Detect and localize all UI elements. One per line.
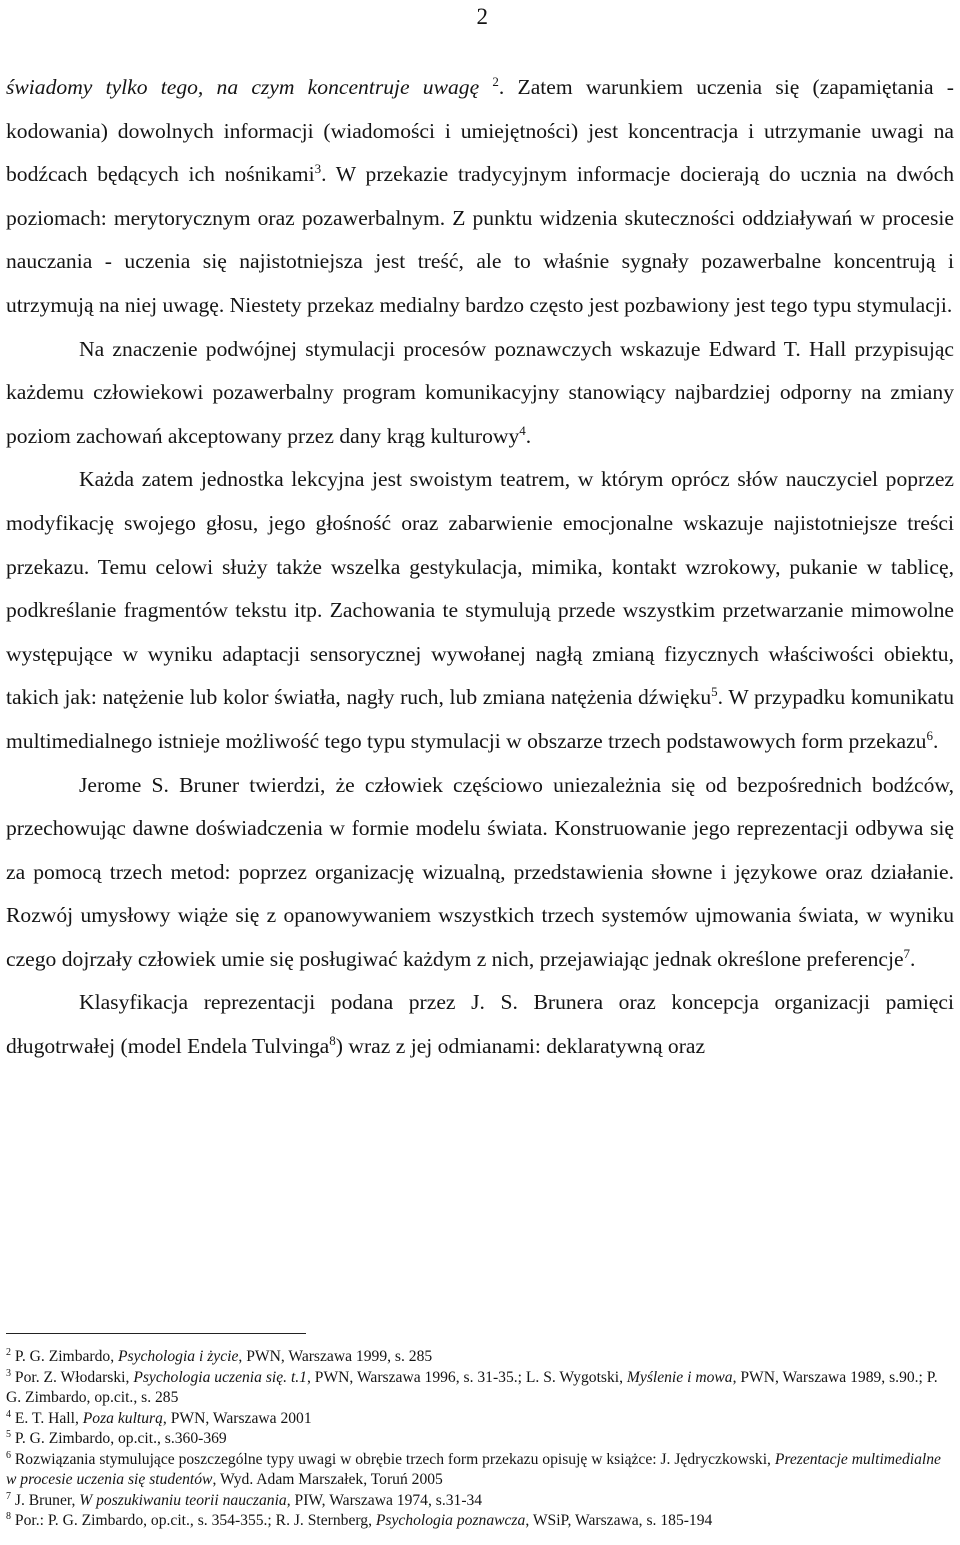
- footnote-text: J. Bruner,: [14, 1491, 80, 1509]
- paragraph-1-text-a: . Zatem warunkiem uczenia się (zapamiętania - kodowania) dowolnych informacji (wiadomości i umiejętności) jest koncentracja i utrzymanie uwagi na bodźcach będących ich nośnikami: [6, 75, 955, 187]
- footnote-ref-3: 3: [314, 161, 322, 176]
- footnote-ref-7: 7: [903, 945, 911, 961]
- footnote-title: Myślenie i mowa: [626, 1368, 733, 1386]
- footnote-5: [6, 1429, 954, 1450]
- footnote-text: , WSiP, Warszawa, s. 185-194: [525, 1512, 713, 1529]
- paragraph-1-text-b: . W przekazie tradycyjnym informacje docierają do ucznia na dwóch poziomach: merytorycznym oraz pozawerbalnym. Z punktu widzenia skuteczności oddziaływań w procesie nauczania - uczenia się najistotniejsza jest treść, ale to właśnie sygnały pozawerbalne koncentrują i utrzymują na niej uwagę. Niestety przekaz medialny bardzo często jest pozbawiony jest tego typu stymulacji.: [6, 162, 954, 317]
- footnote-number: 7: [6, 1490, 11, 1502]
- paragraph-1-italic-part: świadomy tylko tego, na czym koncentruje uwagę: [6, 75, 480, 99]
- footnote-title: Psychologia uczenia się. t.1: [133, 1368, 307, 1386]
- paragraph-3: [6, 458, 954, 763]
- paragraph-2-end: .: [525, 423, 532, 448]
- paragraph-3-text-a: Każda zatem jednostka lekcyjna jest swoistym teatrem, w którym oprócz słów nauczyciel poprzez modyfikację swojego głosu, jego głośność oraz zabarwienie emocjonalne wskazuje najistotniejsze treści przekazu. Temu celowi służy także wszelka gestykulacja, mimika, kontakt wzrokowy, pukanie w tablicę, podkreślanie fragmentów tekstu itp. Zachowania te stymulują przede wszystkim przetwarzanie mimowolne występujące w wyniku adaptacji sensorycznej wywołanej nagłą zmianą fizycznych właściwości obiektu, takich jak: natężenie lub kolor światła, nagły ruch, lub zmiana natężenia dźwięku: [6, 467, 954, 710]
- footnote-7: [6, 1491, 954, 1512]
- footnote-text: , PIW, Warszawa 1974, s.31-34: [286, 1491, 483, 1509]
- body-text: [6, 66, 954, 1069]
- footnote-ref-5: 5: [711, 684, 718, 700]
- page-number: 2: [476, 4, 488, 29]
- footnote-text: , PWN, Warszawa 1999, s. 285: [238, 1348, 433, 1365]
- footnote-text: Por.: P. G. Zimbardo, op.cit., s. 354-355.; R. J. Sternberg,: [14, 1512, 376, 1529]
- footnote-ref-2: 2: [492, 73, 499, 89]
- footnote-text: P. G. Zimbardo,: [14, 1348, 118, 1365]
- footnote-title: Poza kulturą: [82, 1409, 163, 1427]
- footnote-6: [6, 1450, 954, 1491]
- footnote-title: Psychologia i życie: [118, 1348, 239, 1365]
- paragraph-4: [6, 764, 954, 982]
- paragraph-4-text: Jerome S. Bruner twierdzi, że człowiek częściowo uniezależnia się od bezpośrednich bodźców, przechowując dawne doświadczenia w formie modelu świata. Konstruowanie jego reprezentacji odbywa się za pomocą trzech metod: poprzez organizację wizualną, przedstawienia słowne i językowe oraz działanie. Rozwój umysłowy wiąże się z opanowywaniem wszystkich trzech systemów ujmowania świata, w wyniku czego dojrzały człowiek umie się posługiwać każdym z nich, przejawiając jednak określone preferencje: [6, 772, 954, 971]
- paragraph-5: [6, 981, 954, 1068]
- footnote-number: 5: [6, 1428, 11, 1440]
- footnote-ref-4: 4: [519, 422, 526, 438]
- paragraph-4-end: .: [910, 946, 916, 971]
- footnote-text: Rozwiązania stymulujące poszczególne typy uwagi w obrębie trzech form przekazu opisuję w książce: J. Jędryczkowski,: [14, 1450, 775, 1468]
- footnote-title: Psychologia poznawcza: [375, 1512, 526, 1529]
- footnote-text: Por. Z. Włodarski,: [14, 1368, 134, 1386]
- footnote-title: Prezentacje multimedialne w procesie uczenia się studentów: [6, 1450, 941, 1488]
- footnote-4: [6, 1409, 954, 1430]
- paragraph-2-text: Na znaczenie podwójnej stymulacji procesów poznawczych wskazuje Edward T. Hall przypisując każdemu człowiekowi pozawerbalny program komunikacyjny stanowiący najbardziej odporny na zmiany poziom zachowań akceptowany przez dany krąg kulturowy: [6, 336, 954, 448]
- footnote-number: 8: [6, 1510, 11, 1522]
- footnote-8: [6, 1511, 954, 1532]
- footnote-3: [6, 1368, 954, 1409]
- paragraph-1: [6, 66, 954, 328]
- footnote-ref-8: 8: [329, 1032, 336, 1048]
- footnote-separator: [6, 1333, 306, 1334]
- footnote-number: 3: [6, 1367, 11, 1379]
- footnote-text: , Wyd. Adam Marszałek, Toruń 2005: [212, 1471, 443, 1488]
- footnote-ref-6: 6: [926, 727, 933, 743]
- paragraph-5-end: ) wraz z jej odmianami: deklaratywną oraz: [335, 1034, 706, 1059]
- paragraph-2: [6, 328, 954, 459]
- footnote-text: E. T. Hall,: [14, 1409, 83, 1427]
- footnote-number: 2: [6, 1346, 11, 1358]
- footnote-title: W poszukiwaniu teorii nauczania: [79, 1491, 287, 1509]
- footnotes: [6, 1347, 954, 1532]
- paragraph-3-end: .: [932, 728, 939, 753]
- footnote-text: P. G. Zimbardo, op.cit., s.360-369: [14, 1430, 227, 1447]
- paragraph-5-text: Klasyfikacja reprezentacji podana przez J. S. Brunera oraz koncepcja organizacji pamięci długotrwałej (model Endela Tulvinga: [6, 990, 954, 1059]
- footnote-2: [6, 1347, 954, 1368]
- footnote-number: 4: [6, 1408, 11, 1420]
- paragraph-3-text-b: . W przypadku komunikatu multimedialnego istnieje możliwość tego typu stymulacji w obszarze trzech podstawowych form przekazu: [6, 685, 954, 753]
- footnote-text: , PWN, Warszawa 1996, s. 31-35.; L. S. Wygotski,: [306, 1368, 627, 1386]
- footnote-text: , PWN, Warszawa 2001: [162, 1409, 312, 1427]
- footnote-number: 6: [6, 1449, 11, 1461]
- footnote-text: , PWN, Warszawa 1989, s.90.; P. G. Zimbardo, op.cit., s. 285: [6, 1368, 938, 1406]
